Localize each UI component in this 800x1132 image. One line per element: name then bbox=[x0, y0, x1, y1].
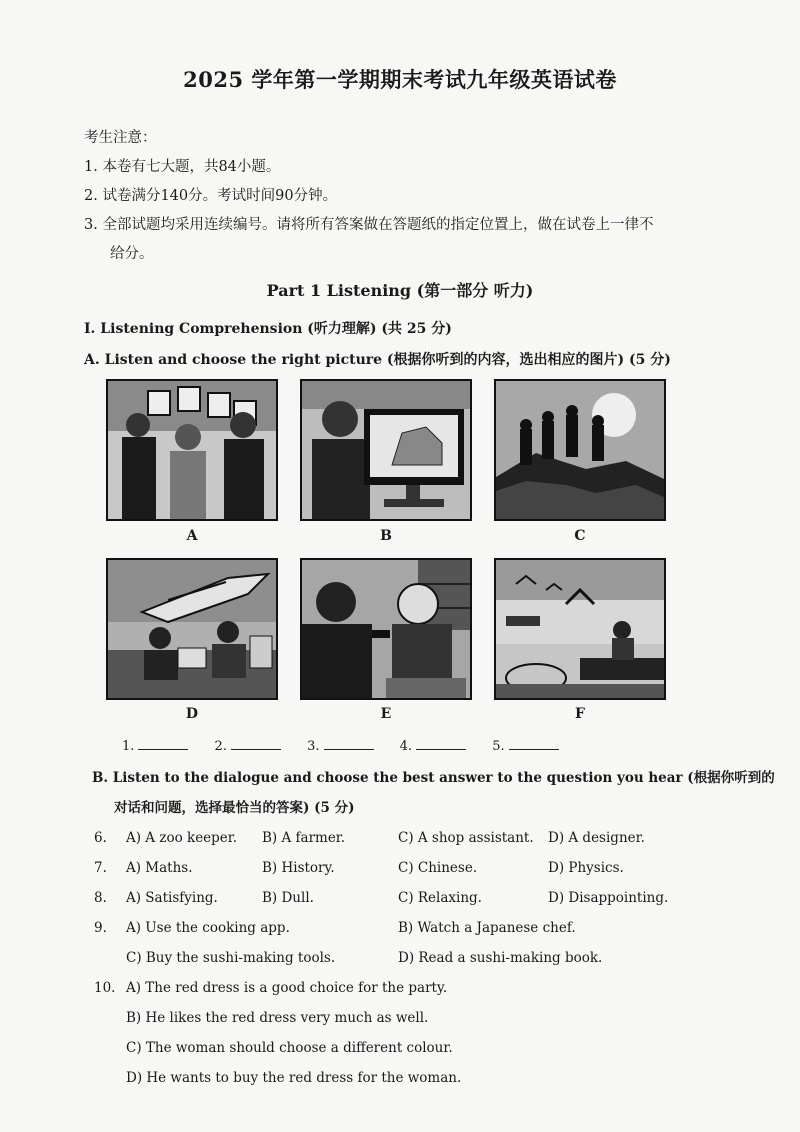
q7-option-b: B) History. bbox=[262, 860, 335, 876]
notice-item-2: 2. 试卷满分140分。考试时间90分钟。 bbox=[84, 188, 338, 204]
q10-option-b: B) He likes the red dress very much as well. bbox=[126, 1010, 429, 1026]
picture-b bbox=[300, 379, 472, 521]
question-6-number: 6. bbox=[94, 830, 107, 846]
answer-blanks bbox=[122, 736, 581, 754]
blank-2[interactable]: 2. bbox=[215, 736, 281, 754]
picture-label-c: C bbox=[574, 528, 586, 544]
picture-c bbox=[494, 379, 666, 521]
part1-title: Part 1 Listening (第一部分 听力) bbox=[266, 281, 534, 300]
picture-label-d: D bbox=[185, 706, 199, 722]
q9-option-a: A) Use the cooking app. bbox=[126, 920, 290, 936]
page-title: 2025 学年第一学期期末考试九年级英语试卷 bbox=[183, 67, 617, 92]
q10-option-c: C) The woman should choose a different colour. bbox=[126, 1040, 453, 1056]
q8-option-b: B) Dull. bbox=[262, 890, 314, 906]
picture-label-b: B bbox=[380, 528, 392, 544]
notice-item-1: 1. 本卷有七大题，共84小题。 bbox=[84, 159, 281, 175]
q6-option-b: B) A farmer. bbox=[262, 830, 346, 846]
question-9-number: 9. bbox=[94, 920, 107, 936]
q10-option-d: D) He wants to buy the red dress for the woman. bbox=[126, 1070, 462, 1086]
notice-heading: 考生注意： bbox=[84, 130, 157, 146]
notice-item-3-cont: 给分。 bbox=[110, 246, 154, 262]
question-7-number: 7. bbox=[94, 860, 107, 876]
q9-option-d: D) Read a sushi-making book. bbox=[398, 950, 603, 966]
q7-option-a: A) Maths. bbox=[126, 860, 193, 876]
q6-option-a: A) A zoo keeper. bbox=[126, 830, 238, 846]
section-a-instruction: A. Listen and choose the right picture (根据你听到的内容，选出相应的图片) (5 分) bbox=[84, 352, 671, 368]
picture-e bbox=[300, 558, 472, 700]
q8-option-d: D) Disappointing. bbox=[548, 890, 669, 906]
notice-item-3: 3. 全部试题均采用连续编号。请将所有答案做在答题纸的指定位置上，做在试卷上一律不 bbox=[84, 217, 654, 233]
section-b-instruction-cont: 对话和问题，选择最恰当的答案) (5 分) bbox=[114, 800, 355, 816]
q8-option-c: C) Relaxing. bbox=[398, 890, 482, 906]
blank-3[interactable]: 3. bbox=[307, 736, 373, 754]
picture-label-e: E bbox=[380, 706, 392, 722]
q7-option-c: C) Chinese. bbox=[398, 860, 478, 876]
picture-label-a: A bbox=[186, 528, 198, 544]
notice-block bbox=[84, 124, 653, 269]
picture-f bbox=[494, 558, 666, 700]
picture-d bbox=[106, 558, 278, 700]
q6-option-d: D) A designer. bbox=[548, 830, 645, 846]
blank-4[interactable]: 4. bbox=[400, 736, 466, 754]
q6-option-c: C) A shop assistant. bbox=[398, 830, 534, 846]
section-b-instruction: B. Listen to the dialogue and choose the best answer to the question you hear (根据你听到的 bbox=[92, 770, 775, 786]
picture-a bbox=[106, 379, 278, 521]
question-8-number: 8. bbox=[94, 890, 107, 906]
blank-1[interactable]: 1. bbox=[122, 736, 188, 754]
q7-option-d: D) Physics. bbox=[548, 860, 624, 876]
q9-option-b: B) Watch a Japanese chef. bbox=[398, 920, 576, 936]
question-10-number: 10. bbox=[94, 980, 116, 996]
q8-option-a: A) Satisfying. bbox=[126, 890, 218, 906]
blank-5[interactable]: 5. bbox=[492, 736, 558, 754]
section-listening-comprehension: I. Listening Comprehension (听力理解) (共 25 分) bbox=[84, 321, 452, 337]
q10-option-a: A) The red dress is a good choice for the party. bbox=[126, 980, 448, 996]
q9-option-c: C) Buy the sushi-making tools. bbox=[126, 950, 336, 966]
picture-label-f: F bbox=[575, 706, 585, 722]
